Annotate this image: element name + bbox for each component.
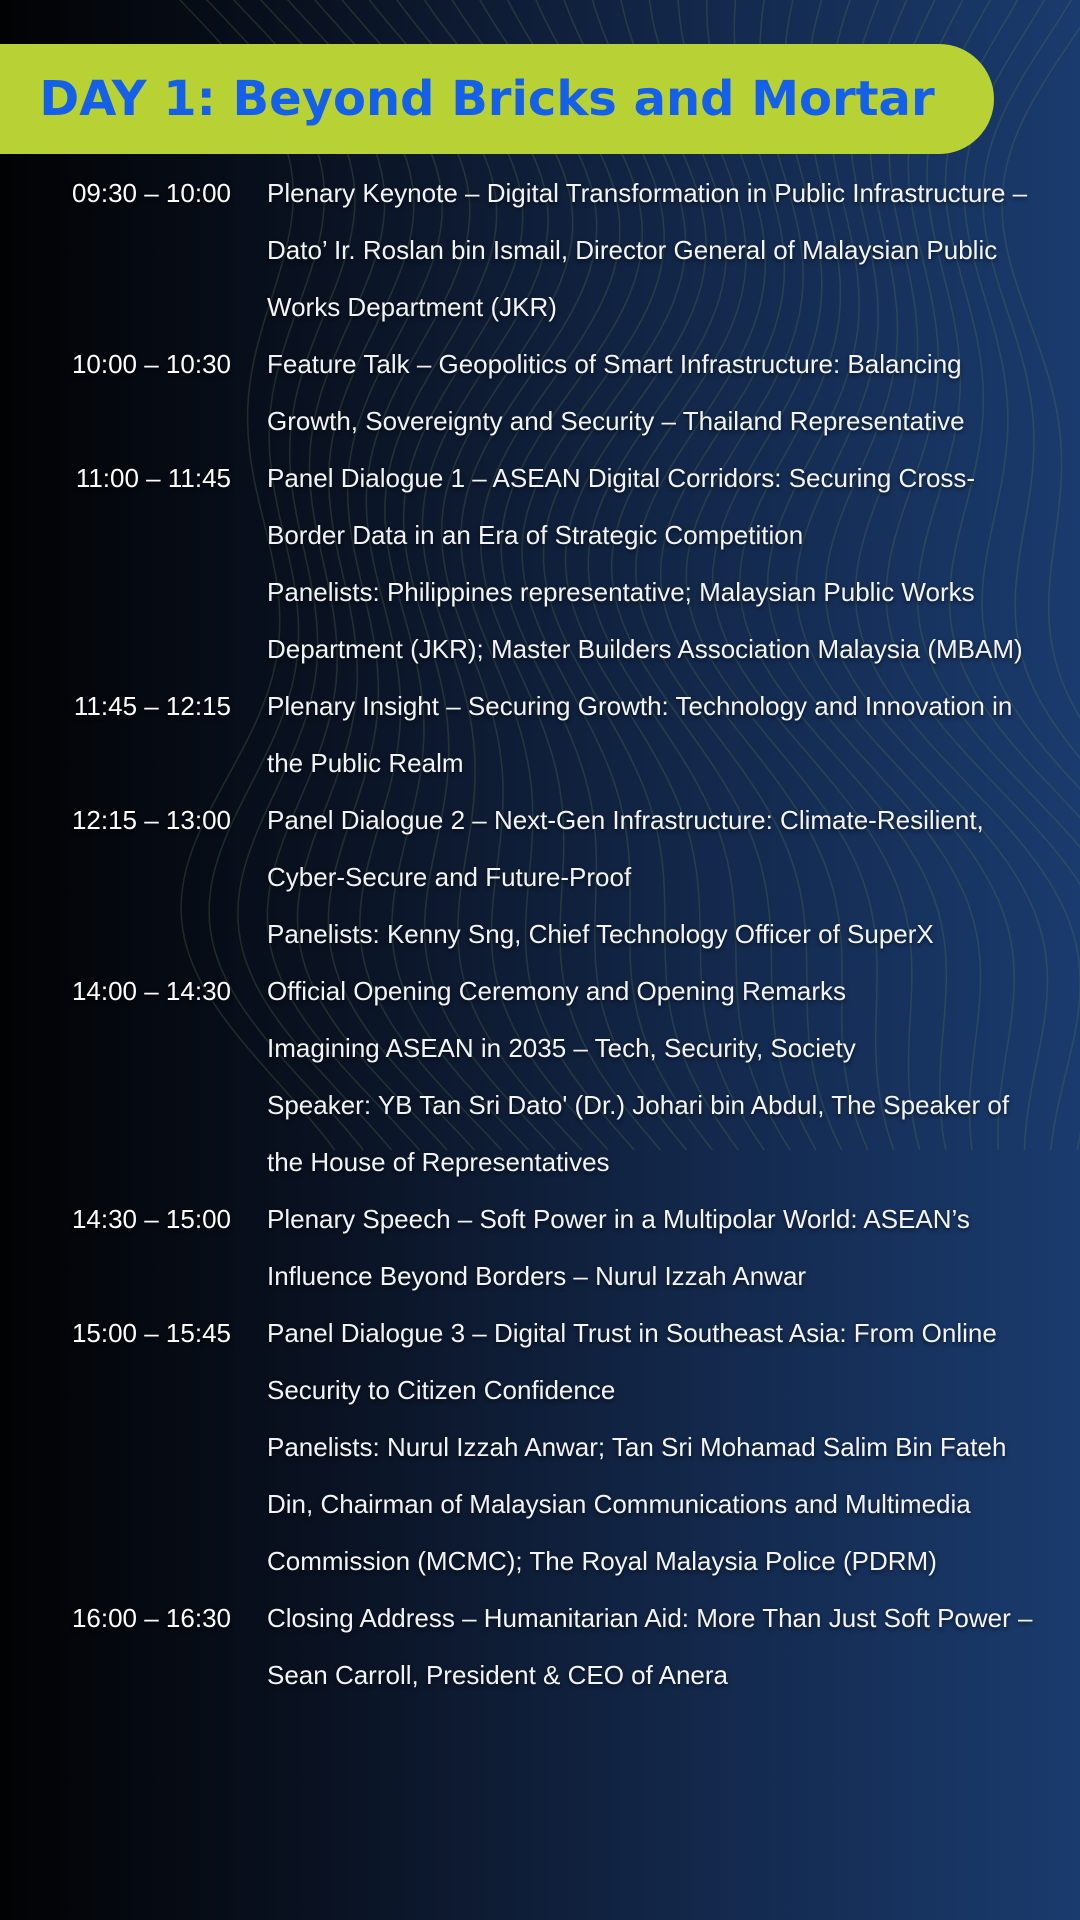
session-details — [267, 165, 1037, 336]
session-time: 16:00 – 16:30 — [71, 1603, 231, 1633]
agenda-session — [0, 1191, 1080, 1305]
agenda-session — [0, 792, 1080, 963]
page-title: DAY 1: Beyond Bricks and Mortar — [39, 71, 935, 127]
session-time: 09:30 – 10:00 — [71, 178, 231, 208]
session-description: Plenary Insight – Securing Growth: Technology and Innovation in the Public Realm — [267, 691, 1013, 778]
session-details — [267, 963, 1037, 1191]
agenda-session — [0, 963, 1080, 1191]
agenda-session — [0, 336, 1080, 450]
agenda-session — [0, 450, 1080, 678]
session-panelists: Panelists: Philippines representative; Malaysian Public Works Department (JKR); Master Builders Association Malaysia (MBAM) — [267, 577, 1023, 664]
session-description: Feature Talk – Geopolitics of Smart Infrastructure: Balancing Growth, Sovereignty and Security – Thailand Representative — [267, 349, 965, 436]
session-time: 11:45 – 12:15 — [73, 691, 231, 721]
agenda-session — [0, 1305, 1080, 1590]
agenda-list — [0, 165, 1080, 1704]
session-panelists: Panelists: Nurul Izzah Anwar; Tan Sri Mohamad Salim Bin Fateh Din, Chairman of Malaysian Communications and Multimedia Commission (MCMC); The Royal Malaysia Police (PDRM) — [267, 1432, 1007, 1576]
session-description: Panel Dialogue 1 – ASEAN Digital Corridors: Securing Cross-Border Data in an Era of Strategic Competition — [267, 463, 976, 550]
session-time: 12:15 – 13:00 — [71, 805, 231, 835]
session-description: Closing Address – Humanitarian Aid: More Than Just Soft Power – Sean Carroll, President & CEO of Anera — [267, 1603, 1033, 1690]
session-description: Plenary Speech – Soft Power in a Multipolar World: ASEAN’s Influence Beyond Borders – Nurul Izzah Anwar — [267, 1204, 970, 1291]
session-time: 15:00 – 15:45 — [71, 1318, 231, 1348]
agenda-session — [0, 165, 1080, 336]
session-details — [267, 1191, 1037, 1305]
session-details — [267, 336, 1037, 450]
session-details — [267, 1590, 1037, 1704]
session-details — [267, 450, 1037, 678]
session-details — [267, 792, 1037, 963]
agenda-session — [0, 678, 1080, 792]
session-panelists: Panelists: Kenny Sng, Chief Technology Officer of SuperX — [267, 919, 934, 949]
session-time: 10:00 – 10:30 — [71, 349, 231, 379]
session-description: Panel Dialogue 2 – Next-Gen Infrastructure: Climate-Resilient, Cyber-Secure and Future-Proof — [267, 805, 984, 892]
session-time: 11:00 – 11:45 — [75, 463, 231, 493]
session-time: 14:30 – 15:00 — [71, 1204, 231, 1234]
agenda-session — [0, 1590, 1080, 1704]
session-subtitle: Imagining ASEAN in 2035 – Tech, Security, Society — [267, 1033, 856, 1063]
session-time: 14:00 – 14:30 — [71, 976, 231, 1006]
session-details — [267, 1305, 1037, 1590]
session-speaker: Speaker: YB Tan Sri Dato' (Dr.) Johari bin Abdul, The Speaker of the House of Representatives — [267, 1090, 1010, 1177]
header-banner — [0, 44, 994, 154]
session-description: Official Opening Ceremony and Opening Remarks — [267, 976, 847, 1006]
session-description: Panel Dialogue 3 – Digital Trust in Southeast Asia: From Online Security to Citizen Confidence — [267, 1318, 997, 1405]
session-description: Plenary Keynote – Digital Transformation in Public Infrastructure – Dato’ Ir. Roslan bin Ismail, Director General of Malaysian Public Works Department (JKR) — [267, 178, 1028, 322]
session-details — [267, 678, 1037, 792]
